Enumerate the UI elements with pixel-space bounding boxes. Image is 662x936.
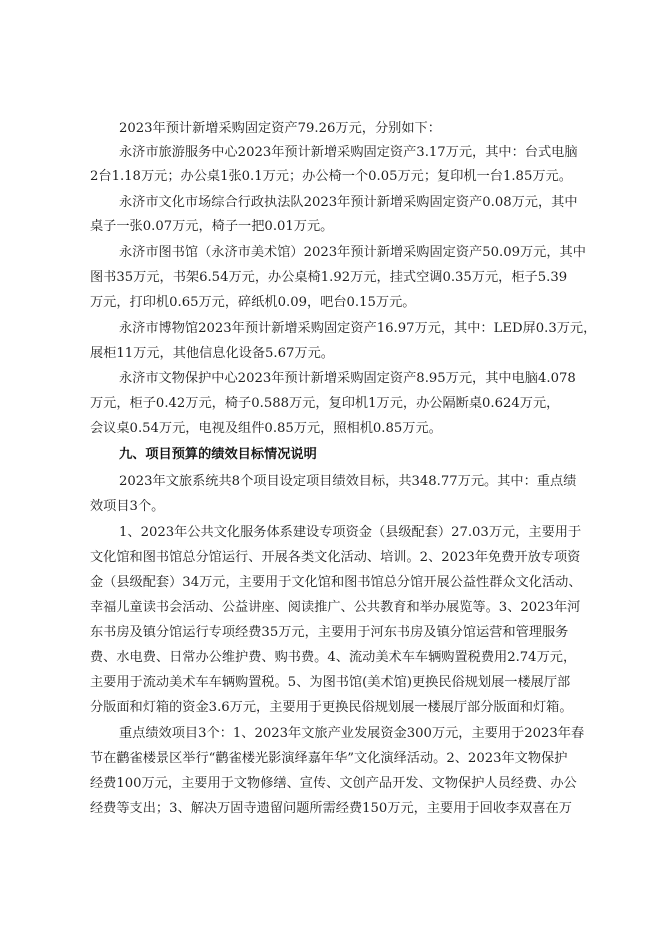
paragraph-tourism-center-line2: 2台1.18万元；办公桌1张0.1万元；办公椅一个0.05万元；复印机一台1.85万元。 [90,169,572,184]
paragraph-museum-line2: 展柜11万元，其他信息化设备5.67万元。 [90,346,334,361]
paragraph-asset-total: 2023年预计新增采购固定资产79.26万元，分别如下： [119,121,441,136]
paragraph-library-line2: 图书35万元，书架6.54万元，办公桌椅1.92万元，挂式空调0.35万元，柜子5.39 [90,270,568,285]
paragraph-general-projects-line3: 金（县级配套）34万元，主要用于文化馆和图书馆总分馆开展公益性群众文化活动、 [90,575,582,590]
paragraph-museum-line1: 永济市博物馆2023年预计新增采购固定资产16.97万元，其中：LED屏0.3万元， [119,321,597,336]
paragraph-general-projects-line5: 东书房及镇分馆运行专项经费35万元，主要用于河东书房及镇分馆运营和管理服务 [90,625,569,640]
paragraph-general-projects-line4: 幸福儿童读书会活动、公益讲座、阅读推广、公共教育和举办展览等。3、2023年河 [90,600,581,615]
paragraph-general-projects-line8: 分版面和灯箱的资金3.6万元，主要用于更换民俗规划展一楼展厅部分版面和灯箱。 [90,700,573,715]
paragraph-library-line3: 万元，打印机0.65万元，碎纸机0.09，吧台0.15万元。 [90,295,416,310]
paragraph-key-projects-line3: 经费100万元，主要用于文物修缮、宣传、文创产品开发、文物保护人员经费、办公 [90,776,577,791]
paragraph-heritage-center-line2: 万元，柜子0.42万元，椅子0.588万元，复印机1万元，办公隔断桌0.624万元， [90,396,560,411]
paragraph-key-projects-line2: 节在鹳雀楼景区举行“鹳雀楼光影演绎嘉年华”文化演绎活动。2、2023年文物保护 [90,751,568,766]
paragraph-library-line1: 永济市图书馆（永济市美术馆）2023年预计新增采购固定资产50.09万元，其中 [119,245,586,260]
paragraph-key-projects-line1: 重点绩效项目3个：1、2023年文旅产业发展资金300万元，主要用于2023年春 [119,726,585,741]
section-heading-performance-goals: 九、项目预算的绩效目标情况说明 [119,447,317,462]
paragraph-heritage-center-line1: 永济市文物保护中心2023年预计新增采购固定资产8.95万元，其中电脑4.078 [119,371,576,386]
paragraph-key-projects-line4: 经费等支出；3、解决万固寺遗留问题所需经费150万元，主要用于回收李双喜在万 [90,801,572,816]
paragraph-general-projects-line6: 费、水电费、日常办公维护费、购书费。4、流动美术车车辆购置税费用2.74万元， [90,650,577,665]
paragraph-general-projects-line7: 主要用于流动美术车车辆购置税。5、为图书馆(美术馆)更换民俗规划展一楼展厅部 [90,675,571,690]
paragraph-heritage-center-line3: 会议桌0.54万元，电视及组件0.85万元，照相机0.85万元。 [90,421,442,436]
paragraph-market-enforcement-line1: 永济市文化市场综合行政执法队2023年预计新增采购固定资产0.08万元，其中 [119,195,578,210]
paragraph-tourism-center-line1: 永济市旅游服务中心2023年预计新增采购固定资产3.17万元，其中：台式电脑 [119,145,578,160]
paragraph-general-projects-line1: 1、2023年公共文化服务体系建设专项资金（县级配套）27.03万元，主要用于 [119,525,582,540]
paragraph-performance-summary-line1: 2023年文旅系统共8个项目设定项目绩效目标，共348.77万元。其中：重点绩 [119,474,577,489]
paragraph-general-projects-line2: 文化馆和图书馆总分馆运行、开展各类文化活动、培训。2、2023年免费开放专项资 [90,550,581,565]
paragraph-performance-summary-line2: 效项目3个。 [90,499,165,514]
paragraph-market-enforcement-line2: 桌子一张0.07万元，椅子一把0.01万元。 [90,219,334,234]
